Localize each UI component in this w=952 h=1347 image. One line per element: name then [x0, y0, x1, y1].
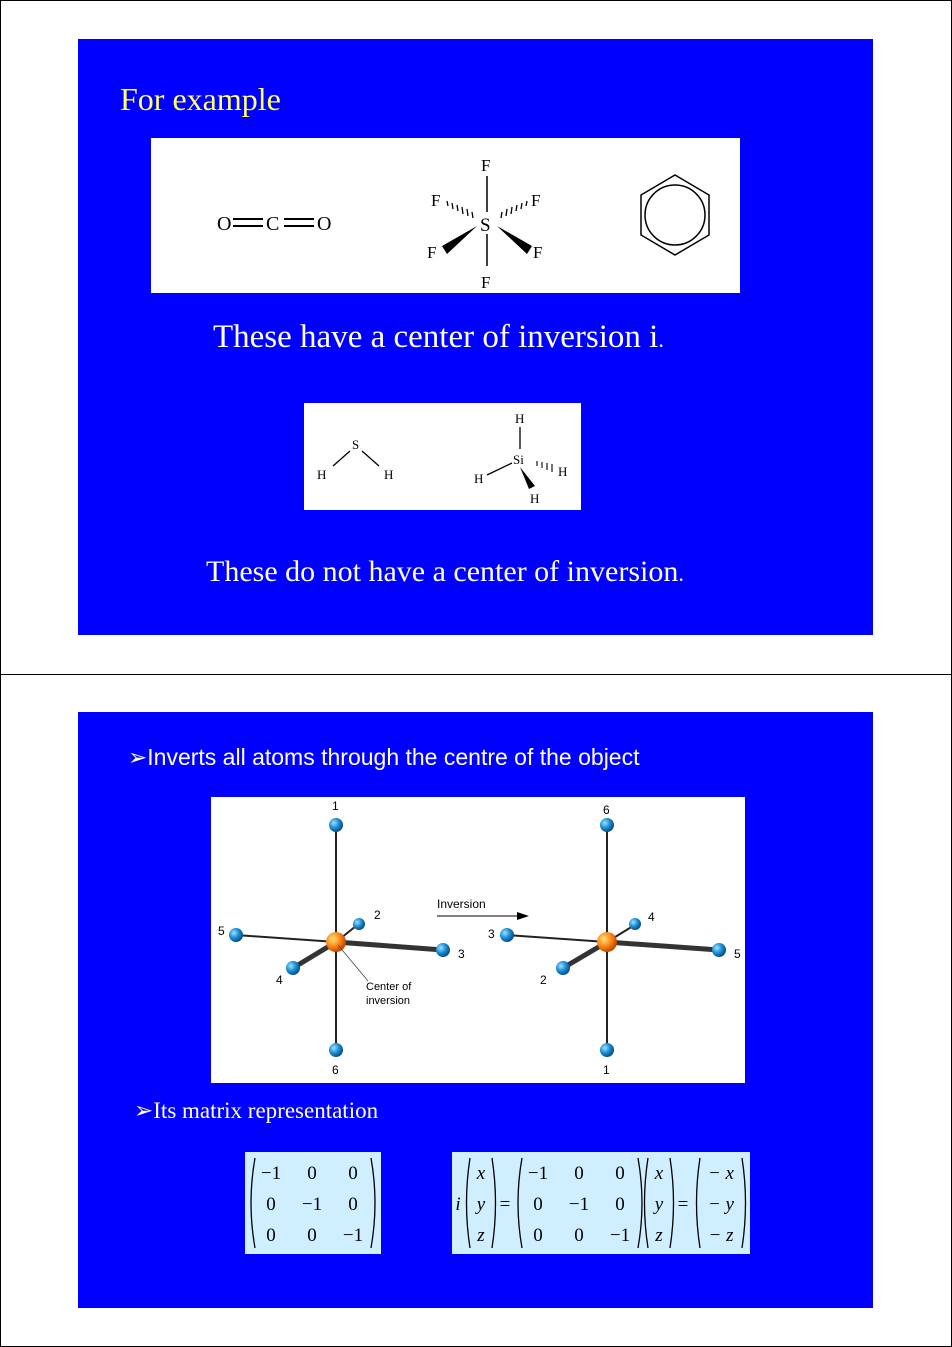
- sf6-fluorine-bottom: F: [481, 273, 491, 292]
- left-label-2: 2: [374, 908, 381, 922]
- inversion-arrow: [437, 897, 529, 920]
- h2s-sulfur: S: [352, 437, 360, 452]
- eq-matrix-cell-3-1: 0: [533, 1225, 543, 1246]
- right-octahedron: [488, 803, 741, 1077]
- matrix-cell-1-3: 0: [348, 1163, 358, 1184]
- eq-matrix-cell-2-2: −1: [568, 1194, 590, 1215]
- matrix-cell-2-3: 0: [348, 1194, 358, 1215]
- inversion-matrix: [245, 1152, 381, 1254]
- non-centrosymmetric-molecules-box: [304, 403, 581, 510]
- right-label-3: 3: [488, 927, 495, 941]
- bullet-inverts-atoms: ➢Inverts all atoms through the centre of the object: [128, 744, 640, 770]
- sih4-hydrogen-left: H: [474, 471, 484, 486]
- vector-x: x: [476, 1163, 486, 1184]
- equals-sign-1: =: [499, 1194, 511, 1215]
- slide-1: [78, 39, 873, 635]
- co2-molecule: [217, 213, 331, 235]
- h2s-hydrogen-left: H: [317, 467, 327, 482]
- slide-1-title: For example: [120, 81, 281, 117]
- co2-carbon: C: [266, 213, 280, 235]
- caption-has-inversion: These have a center of inversion i.: [213, 319, 664, 355]
- right-label-2: 2: [540, 973, 547, 987]
- sf6-molecule: [427, 156, 542, 292]
- left-label-3: 3: [458, 947, 465, 961]
- bullet-matrix-representation: ➢Its matrix representation: [134, 1098, 379, 1123]
- inversion-diagram: [211, 797, 745, 1083]
- co2-oxygen-left: O: [217, 213, 232, 235]
- co2-oxygen-right: O: [317, 213, 332, 235]
- sih4-hydrogen-bottom: H: [530, 491, 540, 506]
- left-octahedron: [218, 799, 465, 1077]
- eq-matrix-cell-2-1: 0: [533, 1194, 543, 1215]
- vector-y: y: [476, 1194, 486, 1215]
- matrix-cell-3-2: 0: [307, 1225, 317, 1246]
- centrosymmetric-molecules-drawing: [151, 138, 740, 293]
- sf6-sulfur: S: [480, 215, 491, 236]
- inversion-arrow-label: Inversion: [437, 897, 486, 911]
- matrix-cell-1-1: −1: [260, 1163, 282, 1184]
- matrix-cell-3-1: 0: [266, 1225, 276, 1246]
- inversion-matrix-drawing: [245, 1152, 381, 1254]
- right-label-1: 1: [603, 1063, 610, 1077]
- left-label-6: 6: [332, 1063, 339, 1077]
- result-neg-z: − z: [708, 1225, 734, 1246]
- left-label-1: 1: [332, 799, 339, 813]
- sih4-hydrogen-top: H: [515, 411, 525, 426]
- result-neg-x: − x: [707, 1163, 735, 1184]
- vector2-y: y: [654, 1194, 664, 1215]
- h2s-molecule: [317, 437, 393, 482]
- inversion-diagram-box: [211, 797, 745, 1083]
- vector2-x: x: [654, 1163, 664, 1184]
- h2s-hydrogen-right: H: [384, 467, 394, 482]
- right-label-6: 6: [603, 803, 610, 817]
- sih4-hydrogen-right: H: [558, 464, 568, 479]
- non-centrosymmetric-molecules-drawing: [304, 403, 581, 510]
- centrosymmetric-molecules-box: [151, 138, 740, 293]
- left-label-4: 4: [276, 973, 283, 987]
- sih4-silicon: Si: [513, 452, 524, 467]
- center-label-line1: Center of: [366, 981, 412, 993]
- inversion-equation-drawing: [452, 1152, 750, 1254]
- inversion-equation: [452, 1152, 750, 1254]
- right-label-4: 4: [648, 910, 655, 924]
- slide-2: [78, 712, 873, 1308]
- matrix-cell-2-2: −1: [301, 1194, 323, 1215]
- left-label-5: 5: [218, 924, 225, 938]
- sf6-fluorine-lower-left: F: [427, 243, 437, 262]
- eq-matrix-cell-3-3: −1: [609, 1225, 631, 1246]
- matrix-cell-3-3: −1: [342, 1225, 364, 1246]
- eq-matrix-cell-1-3: 0: [615, 1163, 625, 1184]
- page-divider: [0, 674, 952, 675]
- eq-matrix-cell-1-2: 0: [574, 1163, 584, 1184]
- matrix-cell-2-1: 0: [266, 1194, 276, 1215]
- matrix-cell-1-2: 0: [307, 1163, 317, 1184]
- equation-operator: i: [455, 1194, 461, 1215]
- equals-sign-2: =: [677, 1194, 689, 1215]
- caption-no-inversion: These do not have a center of inversion.: [206, 555, 684, 588]
- sf6-fluorine-upper-left: F: [431, 191, 441, 210]
- center-label-line2: inversion: [366, 995, 411, 1007]
- sih4-molecule: [474, 411, 567, 506]
- sf6-fluorine-top: F: [481, 156, 491, 175]
- vector2-z: z: [655, 1225, 663, 1246]
- eq-matrix-cell-1-1: −1: [527, 1163, 549, 1184]
- right-label-5: 5: [734, 947, 741, 961]
- result-neg-y: − y: [707, 1194, 735, 1215]
- sf6-fluorine-lower-right: F: [533, 243, 543, 262]
- eq-matrix-cell-2-3: 0: [615, 1194, 625, 1215]
- sf6-fluorine-upper-right: F: [531, 191, 541, 210]
- vector-z: z: [477, 1225, 485, 1246]
- benzene-molecule: [641, 175, 709, 255]
- eq-matrix-cell-3-2: 0: [574, 1225, 584, 1246]
